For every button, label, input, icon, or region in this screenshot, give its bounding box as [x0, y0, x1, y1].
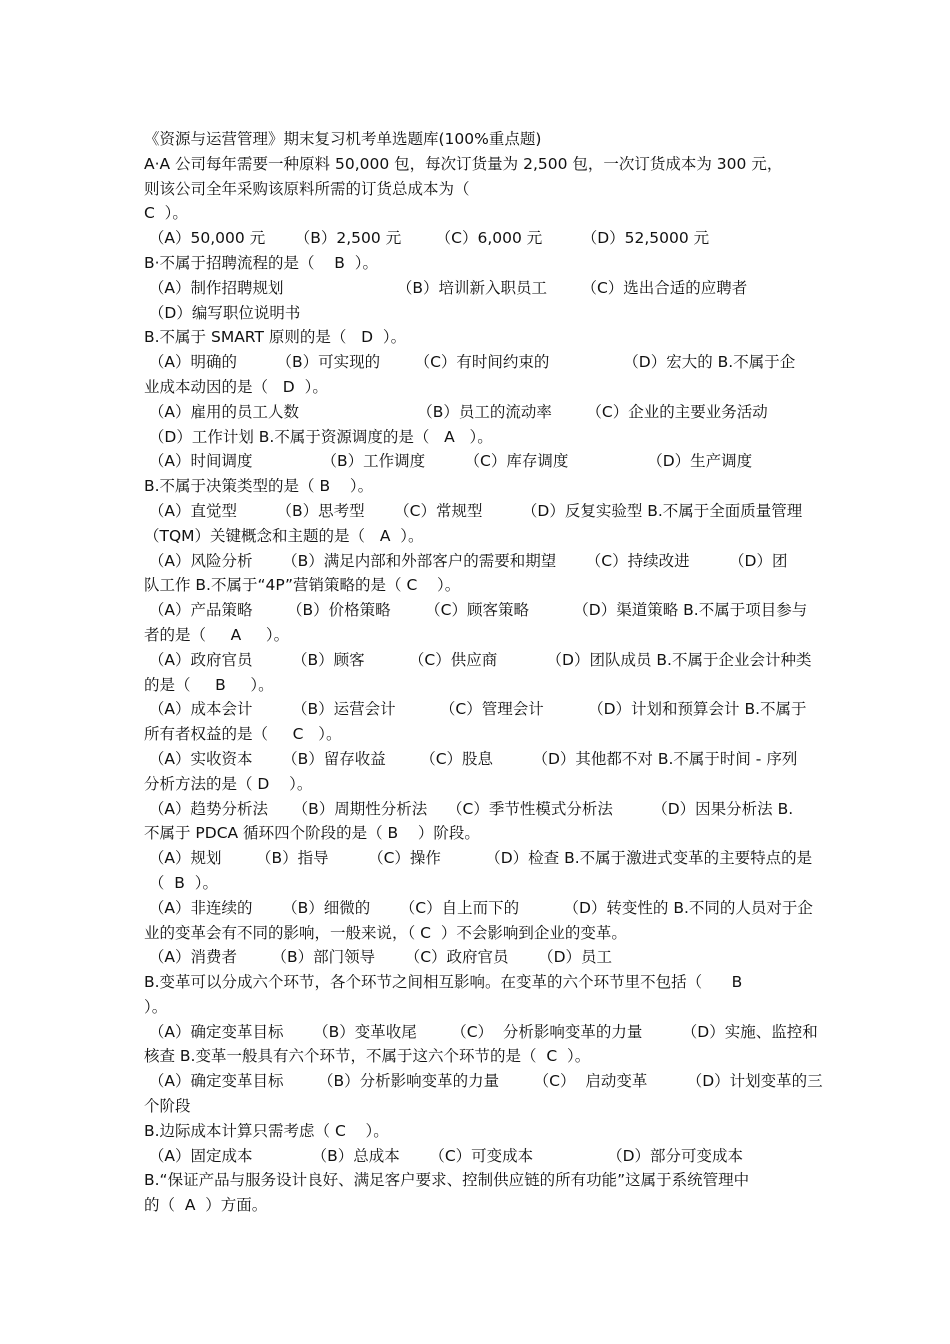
text-line: 分析方法的是（ D ）。: [144, 774, 313, 793]
text-line: （A）趋势分析法 （B）周期性分析法 （C）季节性模式分析法 （D）因果分析法 B.: [144, 799, 794, 818]
text-line: （A）风险分析 （B）满足内部和外部客户的需要和期望 （C）持续改进 （D）团: [144, 551, 788, 570]
text-line: （A）固定成本 （B）总成本 （C）可变成本 （D）部分可变成本: [144, 1146, 744, 1165]
text-line: （A）50,000 元 （B）2,500 元 （C）6,000 元 （D）52,5000 元: [144, 229, 710, 248]
text-line: 核查 B.变革一般具有六个环节，不属于这六个环节的是（ C ）。: [144, 1047, 591, 1066]
text-line: 者的是（ A ）。: [144, 625, 290, 644]
text-line: （A）时间调度 （B）工作调度 （C）库存调度 （D）生产调度: [144, 452, 753, 471]
text-line: 业成本动因的是（ D ）。: [144, 377, 328, 396]
text-line: （A）规划 （B）指导 （C）操作 （D）检查 B.不属于激进式变革的主要特点的是: [144, 849, 813, 868]
text-line: B·不属于招聘流程的是（ B ）。: [144, 253, 379, 272]
text-line: （A）成本会计 （B）运营会计 （C）管理会计 （D）计划和预算会计 B.不属于: [144, 700, 807, 719]
text-line: （A）消费者 （B）部门领导 （C）政府官员 （D）员工: [144, 948, 613, 967]
text-line: （D）编写职位说明书: [144, 303, 301, 322]
text-line: （A）实收资本 （B）留存收益 （C）股息 （D）其他都不对 B.不属于时间 - 序列: [144, 749, 798, 768]
text-line: （TQM）关键概念和主题的是（ A ）。: [144, 526, 424, 545]
text-line: 所有者权益的是（ C ）。: [144, 725, 342, 744]
text-line: （A）确定变革目标 （B）变革收尾 （C） 分析影响变革的力量 （D）实施、监控和: [144, 1022, 818, 1041]
text-line: B.不属于决策类型的是（ B ）。: [144, 477, 374, 496]
text-line: 则该公司全年采购该原料所需的订货总成本为（: [144, 179, 470, 198]
text-line: （ B ）。: [144, 873, 219, 892]
text-line: B.变革可以分成六个环节，各个环节之间相互影响。在变革的六个环节里不包括（ B: [144, 973, 743, 992]
text-line: （A）雇用的员工人数 （B）员工的流动率 （C）企业的主要业务活动: [144, 402, 768, 421]
text-line: ）。: [144, 997, 168, 1016]
text-line: （D）工作计划 B.不属于资源调度的是（ A ）。: [144, 427, 493, 446]
text-line: （A）非连续的 （B）细微的 （C）自上而下的 （D）转变性的 B.不同的人员对于企: [144, 898, 813, 917]
text-line: （A）制作招聘规划 （B）培训新入职员工 （C）选出合适的应聘者: [144, 278, 748, 297]
text-line: （A）政府官员 （B）顾客 （C）供应商 （D）团队成员 B.不属于企业会计种类: [144, 650, 812, 669]
text-line: （A）明确的 （B）可实现的 （C）有时间约束的 （D）宏大的 B.不属于企: [144, 353, 796, 372]
text-line: （A）产品策略 （B）价格策略 （C）顾客策略 （D）渠道策略 B.不属于项目参与: [144, 601, 808, 620]
text-line: 队工作 B.不属于“4P”营销策略的是（ C ）。: [144, 576, 461, 595]
text-line: C ）。: [144, 204, 188, 223]
text-line: B.边际成本计算只需考虑（ C ）。: [144, 1121, 389, 1140]
text-line: （A）确定变革目标 （B）分析影响变革的力量 （C） 启动变革 （D）计划变革的三: [144, 1072, 823, 1091]
text-line: 的是（ B ）。: [144, 675, 274, 694]
text-line: 个阶段: [144, 1097, 191, 1116]
text-line: 业的变革会有不同的影响，一般来说，（ C ）不会影响到企业的变革。: [144, 923, 627, 942]
text-line: （A）直觉型 （B）思考型 （C）常规型 （D）反复实验型 B.不属于全面质量管理: [144, 501, 803, 520]
doc-title: 《资源与运营管理》期末复习机考单选题库(100%重点题): [144, 130, 542, 148]
document-body: [144, 127, 823, 1218]
text-line: 的（ A ）方面。: [144, 1196, 268, 1215]
text-line: A·A 公司每年需要一种原料 50,000 包，每次订货量为 2,500 包，一次订货成本为 300 元，: [144, 154, 783, 173]
text-line: B.不属于 SMART 原则的是（ D ）。: [144, 328, 407, 347]
text-line: 不属于 PDCA 循环四个阶段的是（ B ）阶段。: [144, 824, 480, 843]
text-line: B.“保证产品与服务设计良好、满足客户要求、控制供应链的所有功能”这属于系统管理中: [144, 1171, 750, 1190]
